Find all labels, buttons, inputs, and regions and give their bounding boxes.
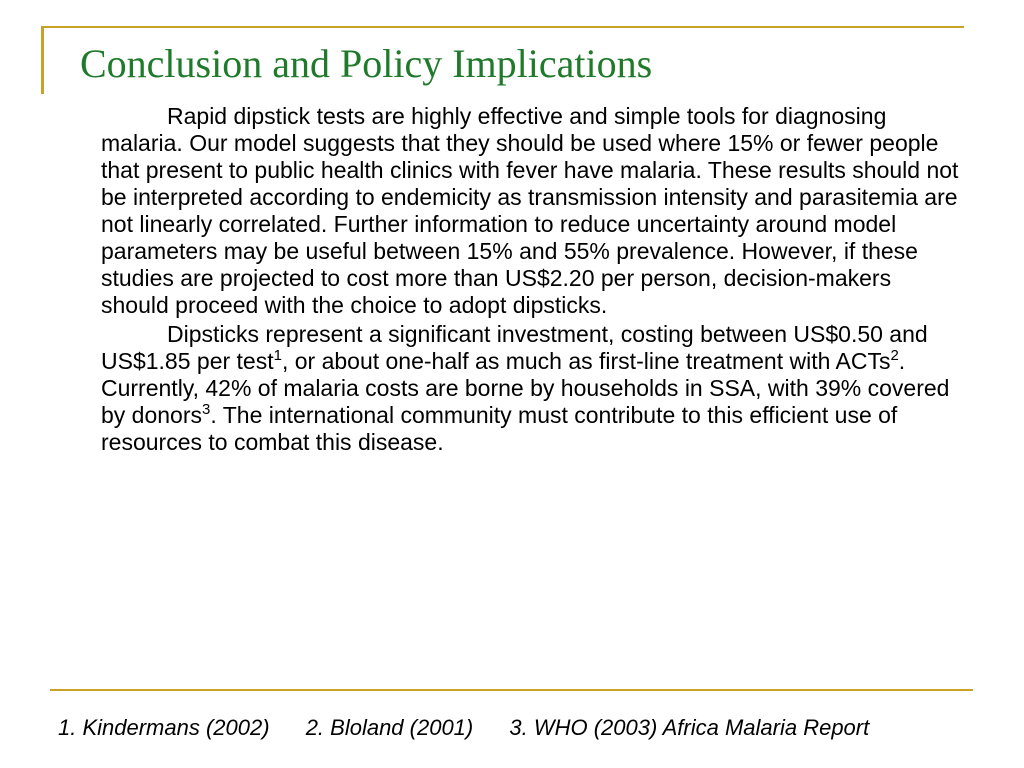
slide-title: Conclusion and Policy Implications (80, 41, 653, 86)
citation-marker: 2 (890, 347, 899, 364)
slide-body (101, 103, 963, 458)
title-accent-rule (41, 26, 964, 28)
footnote-divider (50, 689, 973, 691)
paragraph-2-text: . Currently, 42% of malaria costs are borne by households in SSA, with 39% covered by donors (101, 348, 950, 428)
footnote-reference: 1. Kindermans (2002) (58, 715, 270, 740)
paragraph-2-text: Dipsticks represent a significant investment, costing between US$0.50 and US$1.85 per test (101, 321, 928, 374)
body-paragraph-1: Rapid dipstick tests are highly effective and simple tools for diagnosing malaria. Our model suggests that they should be used where 15% or fewer people that present to public health clinics with fever have malaria. These results should not be interpreted according to endemicity as transmission intensity and parasitemia are not linearly correlated. Further information to reduce uncertainty around model parameters may be useful between 15% and 55% prevalence. However, if these studies are projected to cost more than US$2.20 per person, decision-makers should proceed with the choice to adopt dipsticks. (101, 103, 959, 318)
citation-marker: 1 (273, 347, 282, 364)
citation-marker: 3 (202, 401, 211, 418)
title-accent-bar (41, 26, 44, 94)
paragraph-2-text: , or about one-half as much as first-line treatment with ACTs (281, 348, 891, 374)
footnotes (58, 714, 869, 742)
footnote-reference: 3. WHO (2003) Africa Malaria Report (509, 715, 870, 740)
body-paragraph-2 (101, 321, 963, 456)
footnote-reference: 2. Bloland (2001) (305, 715, 474, 740)
paragraph-2-text: . The international community must contribute to this efficient use of resources to combat this disease. (101, 402, 898, 455)
